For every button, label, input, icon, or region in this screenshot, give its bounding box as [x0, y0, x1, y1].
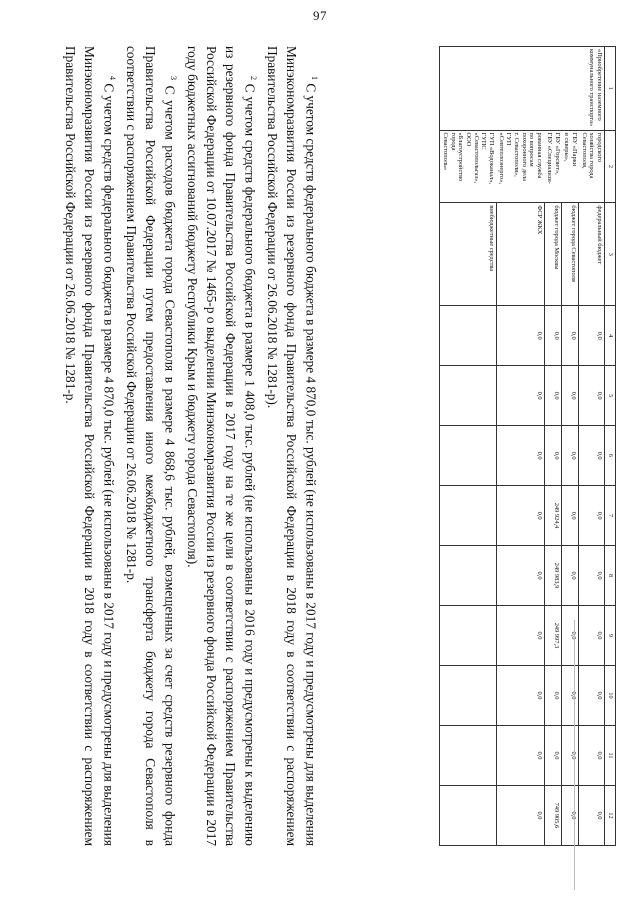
- value-cell: 0,0: [496, 306, 544, 366]
- executor-line: ГУПС: [480, 132, 488, 150]
- scan-margin-line: [574, 620, 575, 890]
- column-number: 4: [605, 306, 616, 366]
- footnote-text: С учетом средств федерального бюджета в размере 1 408,0 тыс. рублей (не использованы в 2016 году и предусмотрены к выделению из резервного фонда Правительства Российской Федерации в 2017 году на те же цели в соответствии с распоряжением Правительства Российской Федерации от 10.07.2017 № 1465-р о выделении Минэкономразвития России из резервного фонда Российской Федерации в 2017 году бюджетных ассигнований бюджету Республики Крым и бюджету города Севастополя).: [184, 46, 258, 846]
- table-row: [496, 47, 544, 846]
- executor-cell: [562, 130, 579, 203]
- executor-cell: [544, 130, 561, 203]
- footnote: [263, 46, 324, 846]
- value-cell: 0,0: [562, 785, 579, 845]
- value-cell: 0,0: [562, 665, 579, 725]
- value-cell: 0,0: [544, 665, 561, 725]
- executor-line: городского: [596, 132, 603, 163]
- executor-line: хозяйства города: [588, 132, 596, 179]
- column-number: 2: [605, 130, 616, 203]
- footnote: [183, 46, 263, 846]
- footnote-mark: 3: [168, 76, 178, 80]
- value-cell: 0,0: [579, 426, 605, 486]
- executor-line: и скверы»,: [563, 132, 571, 162]
- executor-line: ГУП: [505, 132, 513, 146]
- value-cell: 0,0: [562, 725, 579, 785]
- footnote-mark: 4: [107, 76, 117, 80]
- column-number-row: [605, 47, 616, 846]
- value-cell: 0,0: [544, 426, 561, 486]
- column-number: 11: [605, 725, 616, 785]
- column-number: 7: [605, 486, 616, 546]
- value-cell: [440, 785, 496, 845]
- executor-line: ГБУ «Парки: [570, 132, 578, 167]
- footnote-mark: 1: [310, 76, 319, 80]
- footnote-text: С учетом средств федерального бюджета в размере 4 870,0 тыс. рублей (не использованы в 2017 году и предусмотрены для выделения Минэкономразвития России из резервного фонда Правительства Российской Федерации в 2018 году в соответствии с распоряжением Правительства Российской Федерации от 26.06.2018 № 1281-р.: [62, 46, 117, 847]
- value-cell: [440, 306, 496, 366]
- executor-line: ООО: [465, 132, 472, 147]
- executor-line: похоронного дела: [520, 132, 528, 181]
- column-number: 12: [605, 785, 616, 845]
- executor-line: по вопросам: [528, 132, 536, 167]
- column-number: 9: [605, 606, 616, 666]
- value-cell: [440, 486, 496, 546]
- executor-line: города: [449, 132, 457, 151]
- value-cell: 0,0: [562, 606, 579, 666]
- column-number: 8: [605, 546, 616, 606]
- value-cell: 0,0: [496, 785, 544, 845]
- value-cell: 0,0: [579, 546, 605, 606]
- footnote: [61, 46, 122, 846]
- value-cell: 0,0: [562, 546, 579, 606]
- executor-cell: [440, 130, 496, 203]
- executor-line: Севастополя,: [580, 132, 588, 169]
- executor-line: «Севастопольгаз»,: [472, 132, 480, 183]
- column-number: 10: [605, 665, 616, 725]
- value-cell: 0,0: [562, 486, 579, 546]
- value-cell: [440, 725, 496, 785]
- column-number: 1: [605, 47, 616, 131]
- value-cell: 0,0: [544, 366, 561, 426]
- value-cell: 749 905,6: [544, 785, 561, 845]
- column-number: 5: [605, 366, 616, 426]
- value-cell: 0,0: [562, 366, 579, 426]
- value-cell: 0,0: [562, 306, 579, 366]
- executor-line: Севастополь»: [441, 132, 449, 171]
- table-row: [579, 47, 605, 846]
- footnote-text: С учетом расходов бюджета города Севастополя в размере 4 868,6 тыс. рублей, возмещенных за счет средств резервного фонда Правительства Российской Федерации путем предоставления иного межбюджетного трансферта бюджету города Севастополя в соответствии с распоряжением Правительства Российской Федерации от 26.06.2018 № 1281-р.: [123, 46, 178, 846]
- value-cell: 0,0: [544, 725, 561, 785]
- value-cell: 0,0: [496, 606, 544, 666]
- executor-line: «Благоустройство: [457, 132, 465, 182]
- executor-cell: [579, 130, 605, 203]
- value-cell: [440, 366, 496, 426]
- financing-table: [439, 46, 616, 846]
- value-cell: 0,0: [579, 665, 605, 725]
- column-number: 6: [605, 426, 616, 486]
- executor-line: рованная служба: [536, 132, 544, 179]
- executor-line: ГБУ «Горсвет»,: [553, 132, 561, 175]
- footnote: [122, 46, 183, 846]
- column-number: 3: [605, 203, 616, 306]
- value-cell: [440, 426, 496, 486]
- value-cell: 249 924,4: [544, 486, 561, 546]
- value-cell: 0,0: [579, 366, 605, 426]
- funding-source-cell: ФСР ЖКХ: [496, 203, 544, 306]
- value-cell: 0,0: [579, 486, 605, 546]
- value-cell: 249 983,9: [544, 546, 561, 606]
- value-cell: [440, 606, 496, 666]
- executor-line: ГУП «Водоканал»,: [488, 132, 496, 185]
- funding-source-cell: бюджет города Севастополя: [562, 203, 579, 306]
- value-cell: 0,0: [579, 785, 605, 845]
- value-cell: 0,0: [496, 725, 544, 785]
- value-cell: 0,0: [579, 606, 605, 666]
- value-cell: 0,0: [496, 426, 544, 486]
- footnotes: [61, 46, 324, 846]
- funding-source-cell: федеральный бюджет: [579, 203, 605, 306]
- page-number: 97: [313, 8, 327, 23]
- measure-name-cell: «Приобретение наземного коммунального транспорта»: [440, 47, 605, 131]
- value-cell: 0,0: [579, 725, 605, 785]
- value-cell: [440, 665, 496, 725]
- funding-source-cell: внебюджетные средства: [440, 203, 496, 306]
- value-cell: 0,0: [562, 426, 579, 486]
- executor-line: ГБУ «Специализи-: [545, 132, 553, 184]
- value-cell: 0,0: [496, 665, 544, 725]
- footnote-text: С учетом средств федерального бюджета в размере 4 870,0 тыс. рублей (не использованы в 2017 году и предусмотрены для выделения Минэкономразвития России из резервного фонда Правительства Российской Федерации в 2018 году в соответствии с распоряжением Правительства Российской Федерации от 26.06.2018 № 1281-р).: [265, 46, 319, 847]
- executor-line: «Севтеплоэнерго»,: [497, 132, 505, 184]
- footnote-mark: 2: [248, 76, 258, 80]
- funding-source-cell: бюджет города Москвы: [544, 203, 561, 306]
- value-cell: 0,0: [496, 546, 544, 606]
- value-cell: 249 997,3: [544, 606, 561, 666]
- value-cell: 0,0: [544, 306, 561, 366]
- table-row: [544, 47, 561, 846]
- value-cell: 0,0: [496, 366, 544, 426]
- executor-cell: [496, 130, 544, 203]
- value-cell: [440, 546, 496, 606]
- table-row: [440, 47, 496, 846]
- table-row: [562, 47, 579, 846]
- value-cell: 0,0: [496, 486, 544, 546]
- executor-line: г. Севастополя»,: [513, 132, 521, 177]
- value-cell: 0,0: [579, 306, 605, 366]
